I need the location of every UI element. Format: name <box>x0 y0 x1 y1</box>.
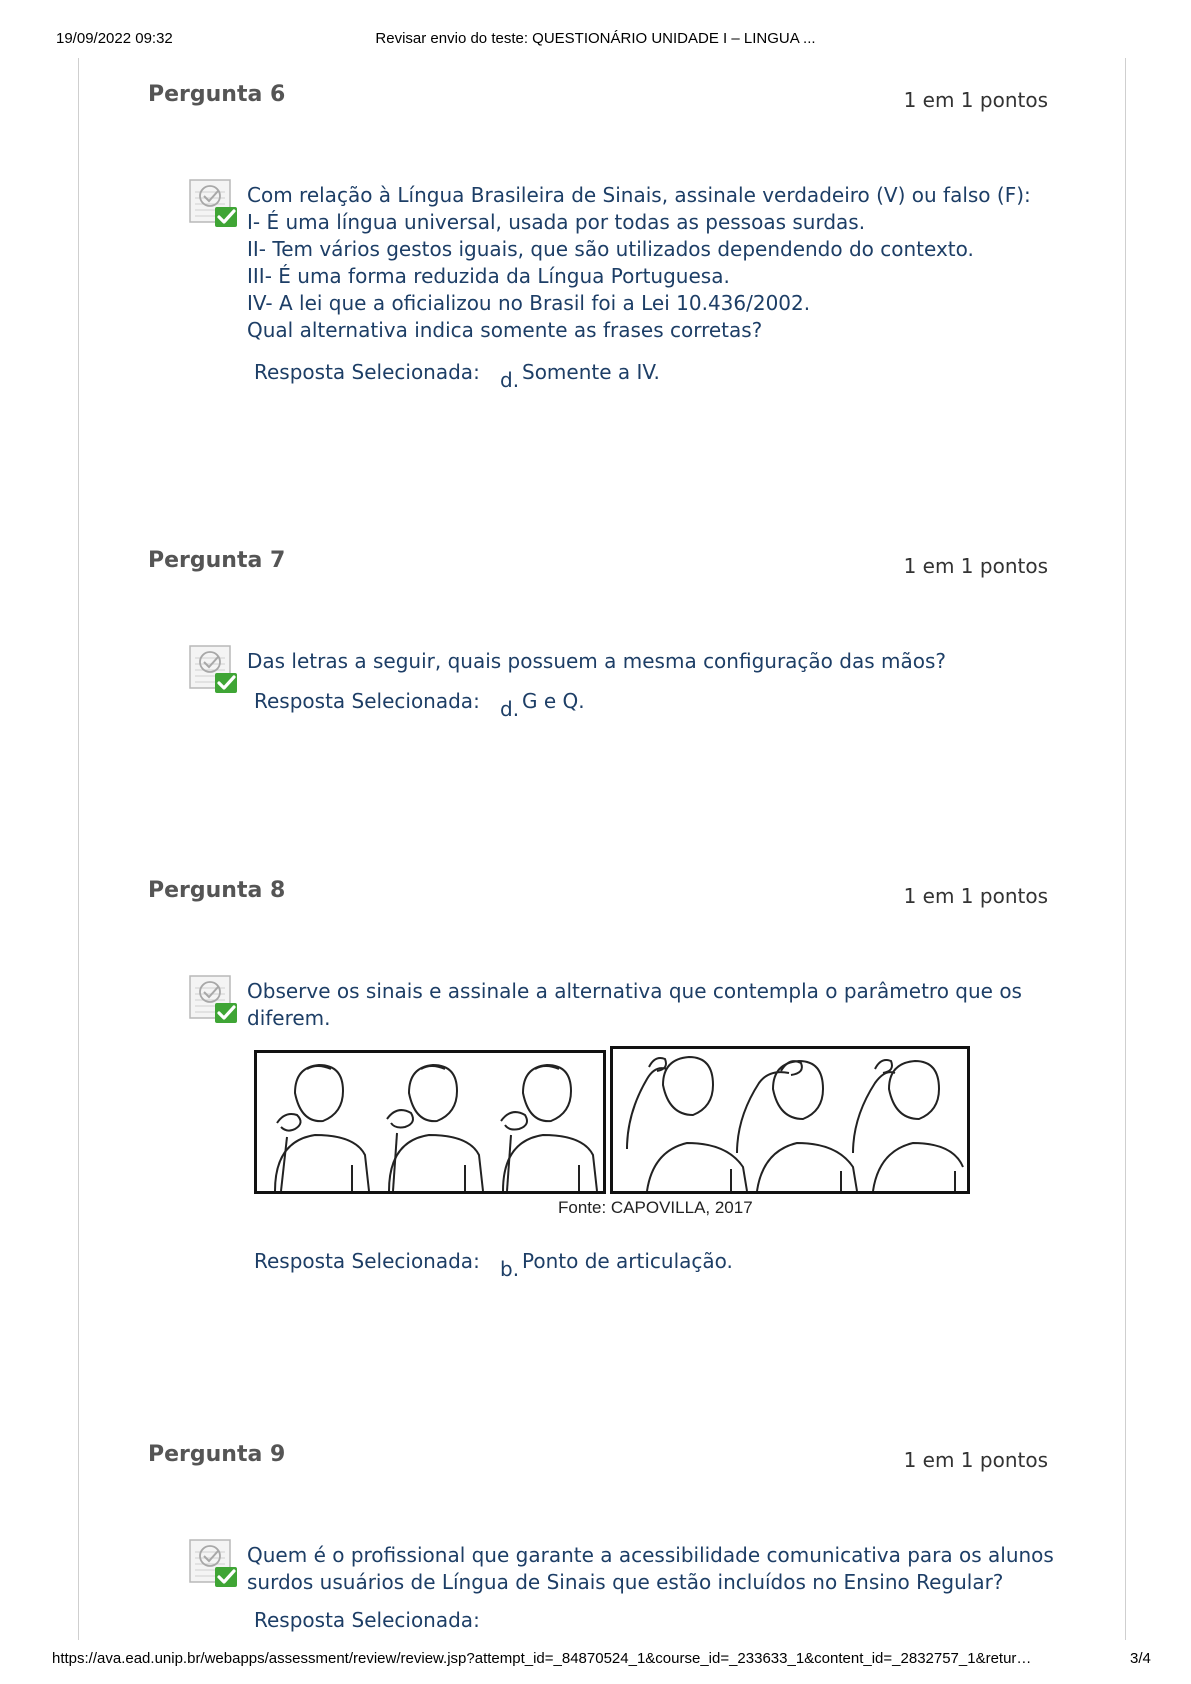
question-line: IV- A lei que a oficializou no Brasil foi a Lei 10.436/2002. <box>247 291 811 315</box>
question-line: surdos usuários de Língua de Sinais que estão incluídos no Ensino Regular? <box>247 1570 1004 1594</box>
answer-letter: d. <box>500 368 520 392</box>
answer-label: Resposta Selecionada: <box>254 360 480 384</box>
answer-text: Somente a IV. <box>522 360 660 384</box>
question-7 <box>148 548 1048 728</box>
question-points: 1 em 1 pontos <box>903 1448 1048 1472</box>
sign-illustration <box>254 1046 970 1217</box>
question-text <box>247 648 946 675</box>
question-line: II- Tem vários gestos iguais, que são utilizados dependendo do contexto. <box>247 237 974 261</box>
question-title: Pergunta 8 <box>148 878 286 903</box>
correct-check-icon <box>188 974 240 1026</box>
answer-label: Resposta Selecionada: <box>254 1608 480 1632</box>
question-title: Pergunta 9 <box>148 1442 286 1467</box>
answer-text: G e Q. <box>522 689 585 713</box>
sign-sequence-forehead <box>613 1049 967 1191</box>
question-text <box>247 1542 1054 1596</box>
correct-check-icon <box>188 644 240 696</box>
question-8 <box>148 878 1048 1298</box>
question-title: Pergunta 7 <box>148 548 286 573</box>
question-points: 1 em 1 pontos <box>903 884 1048 908</box>
question-line: Das letras a seguir, quais possuem a mesma configuração das mãos? <box>247 649 947 673</box>
question-title: Pergunta 6 <box>148 82 286 107</box>
content-border-left <box>78 58 79 1640</box>
question-line: Quem é o profissional que garante a acessibilidade comunicativa para os alunos <box>247 1543 1054 1567</box>
question-line: I- É uma língua universal, usada por todas as pessoas surdas. <box>247 210 866 234</box>
answer-label: Resposta Selecionada: <box>254 689 480 713</box>
print-page-number: 3/4 <box>1130 1650 1151 1667</box>
question-line: Com relação à Língua Brasileira de Sinais, assinale verdadeiro (V) ou falso (F): <box>247 183 1031 207</box>
question-text <box>247 978 1022 1032</box>
question-points: 1 em 1 pontos <box>903 88 1048 112</box>
question-line: III- É uma forma reduzida da Língua Portuguesa. <box>247 264 730 288</box>
print-title: Revisar envio do teste: QUESTIONÁRIO UNIDADE I – LINGUA ... <box>375 30 816 47</box>
print-date: 19/09/2022 09:32 <box>56 30 173 47</box>
correct-check-icon <box>188 1538 240 1590</box>
answer-text: Ponto de articulação. <box>522 1249 733 1273</box>
answer-letter: b. <box>500 1257 520 1281</box>
question-points: 1 em 1 pontos <box>903 554 1048 578</box>
sign-panel-left <box>254 1050 606 1194</box>
answer-label: Resposta Selecionada: <box>254 1249 480 1273</box>
question-9 <box>148 1442 1054 1642</box>
sign-sequence-chin <box>257 1053 603 1191</box>
question-6 <box>148 82 1048 392</box>
print-url: https://ava.ead.unip.br/webapps/assessment/review/review.jsp?attempt_id=_84870524_1&course_id=_233633_1&content_id=_2832757_1&retur… <box>52 1650 1032 1667</box>
figure-caption: Fonte: CAPOVILLA, 2017 <box>558 1198 753 1217</box>
sign-panel-right <box>610 1046 970 1194</box>
content-border-right <box>1125 58 1126 1640</box>
question-line: Qual alternativa indica somente as frases corretas? <box>247 318 763 342</box>
question-line: diferem. <box>247 1006 331 1030</box>
question-line: Observe os sinais e assinale a alternativa que contempla o parâmetro que os <box>247 979 1022 1003</box>
answer-letter: d. <box>500 697 520 721</box>
correct-check-icon <box>188 178 240 230</box>
question-text <box>247 182 1031 344</box>
